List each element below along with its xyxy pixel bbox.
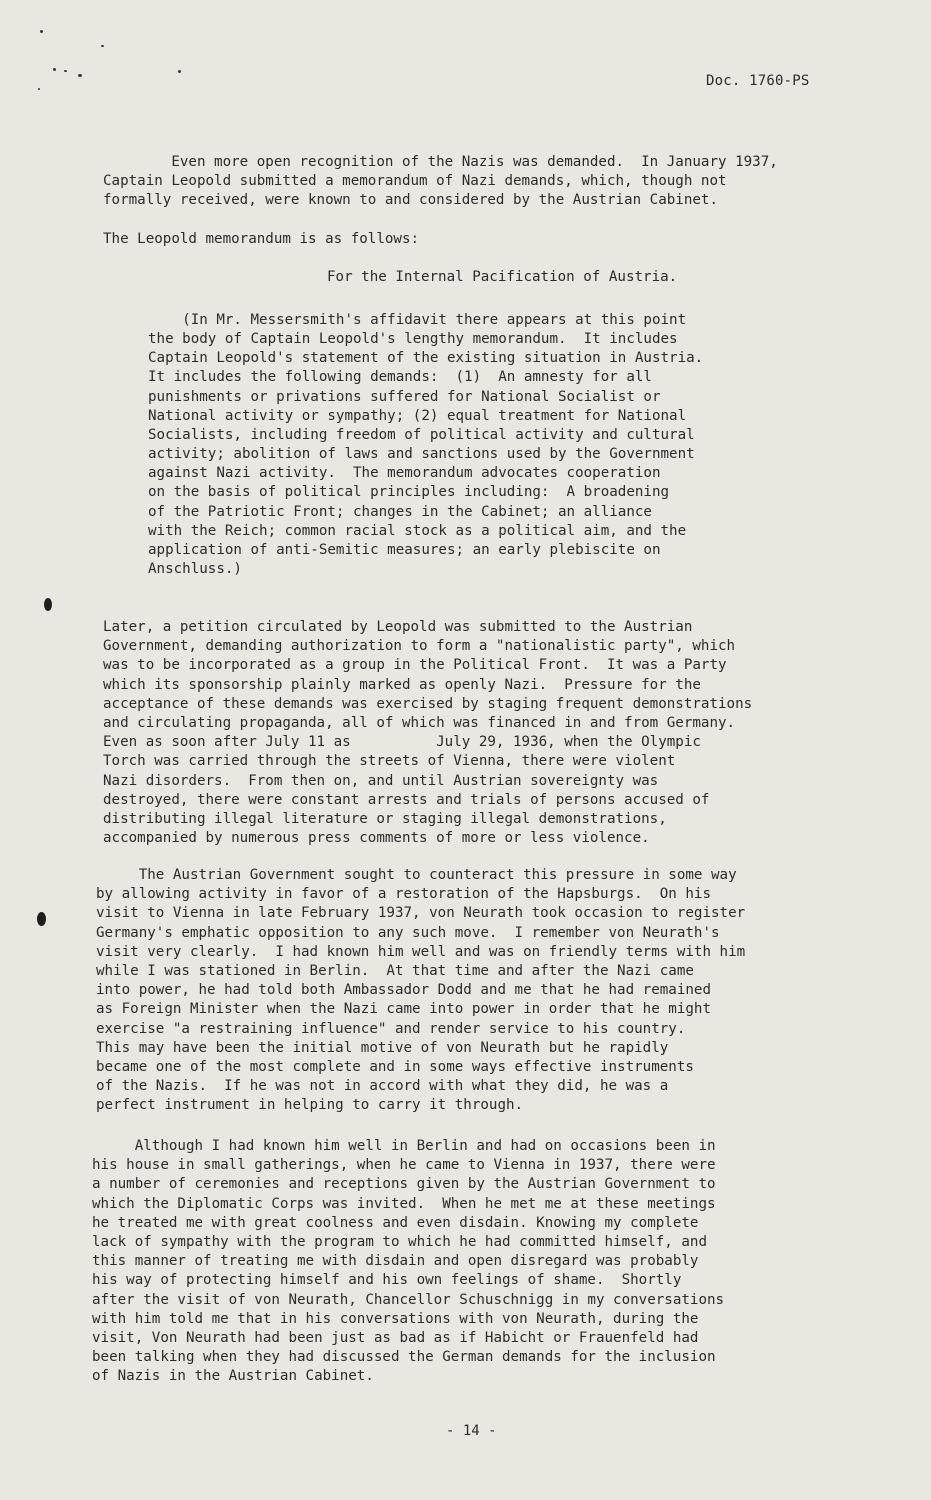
speck-mark [101, 45, 104, 47]
page-number: - 14 - [446, 1423, 497, 1439]
paragraph-memorandum-summary: (In Mr. Messersmith's affidavit there appears at this point the body of Captain Leopold's lengthy memorandum. It includes Captain Leopold's statement of the existing situation in Austria. It includes the following demands: (1) An amnesty for all punishments or privations suffered for National Socialist or National activity or sympathy; (2) equal treatment for National Socialists, including freedom of political activity and cultural activity; abolition of laws and sanctions used by the Government against Nazi activity. The memorandum advocates cooperation on the basis of political principles including: A broadening of the Patriotic Front; changes in the Cabinet; an alliance with the Reich; common racial stock as a political aim, and the application of anti-Semitic measures; an early plebiscite on Anschluss.) [148, 312, 704, 578]
document-number: Doc. 1760-PS [706, 73, 810, 89]
paragraph-open-recognition: Even more open recognition of the Nazis was demanded. In January 1937, Captain Leopold submitted a memorandum of Nazi demands, which, though not formally received, were known to and considered by the Austrian Cabinet. [103, 154, 778, 209]
paragraph-memorandum-intro: The Leopold memorandum is as follows: [103, 231, 420, 247]
speck-mark [38, 88, 40, 90]
punch-hole-mark [37, 912, 46, 926]
speck-mark [64, 70, 67, 72]
speck-mark [78, 74, 82, 77]
memorandum-title: For the Internal Pacification of Austria. [327, 269, 678, 285]
paragraph-petition: Later, a petition circulated by Leopold was submitted to the Austrian Government, demanding authorization to form a "nationalistic party", which was to be incorporated as a group in the Political Front. It was a Party which its sponsorship plainly marked as openly Nazi. Pressure for the acceptance of these demands was exercised by staging frequent demonstrations and circulating propaganda, all of which was financed in and from Germany. Even as soon after July 11 as July 29, 1936, when the Olympic Torch was carried through the streets of Vienna, there were violent Nazi disorders. From then on, and until Austrian sovereignty was destroyed, there were constant arrests and trials of persons accused of distributing illegal literature or staging illegal demonstrations, accompanied by numerous press comments of more or less violence. [103, 619, 753, 847]
speck-mark [40, 30, 43, 33]
paragraph-neurath-visit: Although I had known him well in Berlin and had on occasions been in his house in small gatherings, when he came to Vienna in 1937, there were a number of ceremonies and receptions given by the Austrian Government to which the Diplomatic Corps was invited. When he met me at these meetings he treated me with great coolness and even disdain. Knowing my complete lack of sympathy with the program to which he had committed himself, and this manner of treating me with disdain and open disregard was probably his way of protecting himself and his own feelings of shame. Shortly after the visit of von Neurath, Chancellor Schuschnigg in my conversations with him told me that in his conversations with von Neurath, during the visit, Von Neurath had been just as bad as if Habicht or Frauenfeld had been talking when they had discussed the German demands for the inclusion of Nazis in the Austrian Cabinet. [92, 1138, 725, 1385]
speck-mark [53, 68, 56, 71]
speck-mark [178, 70, 181, 73]
punch-hole-mark [44, 598, 52, 611]
paragraph-hapsburgs: The Austrian Government sought to counteract this pressure in some way by allowing activity in favor of a restoration of the Hapsburgs. On his visit to Vienna in late February 1937, von Neurath took occasion to register Germany's emphatic opposition to any such move. I remember von Neurath's visit very clearly. I had known him well and was on friendly terms with him while I was stationed in Berlin. At that time and after the Nazi came into power, he had told both Ambassador Dodd and me that he had remained as Foreign Minister when the Nazi came into power in order that he might exercise "a restraining influence" and render service to his country. This may have been the initial motive of von Neurath but he rapidly became one of the most complete and in some ways effective instruments of the Nazis. If he was not in accord with what they did, he was a perfect instrument in helping to carry it through. [96, 867, 746, 1114]
